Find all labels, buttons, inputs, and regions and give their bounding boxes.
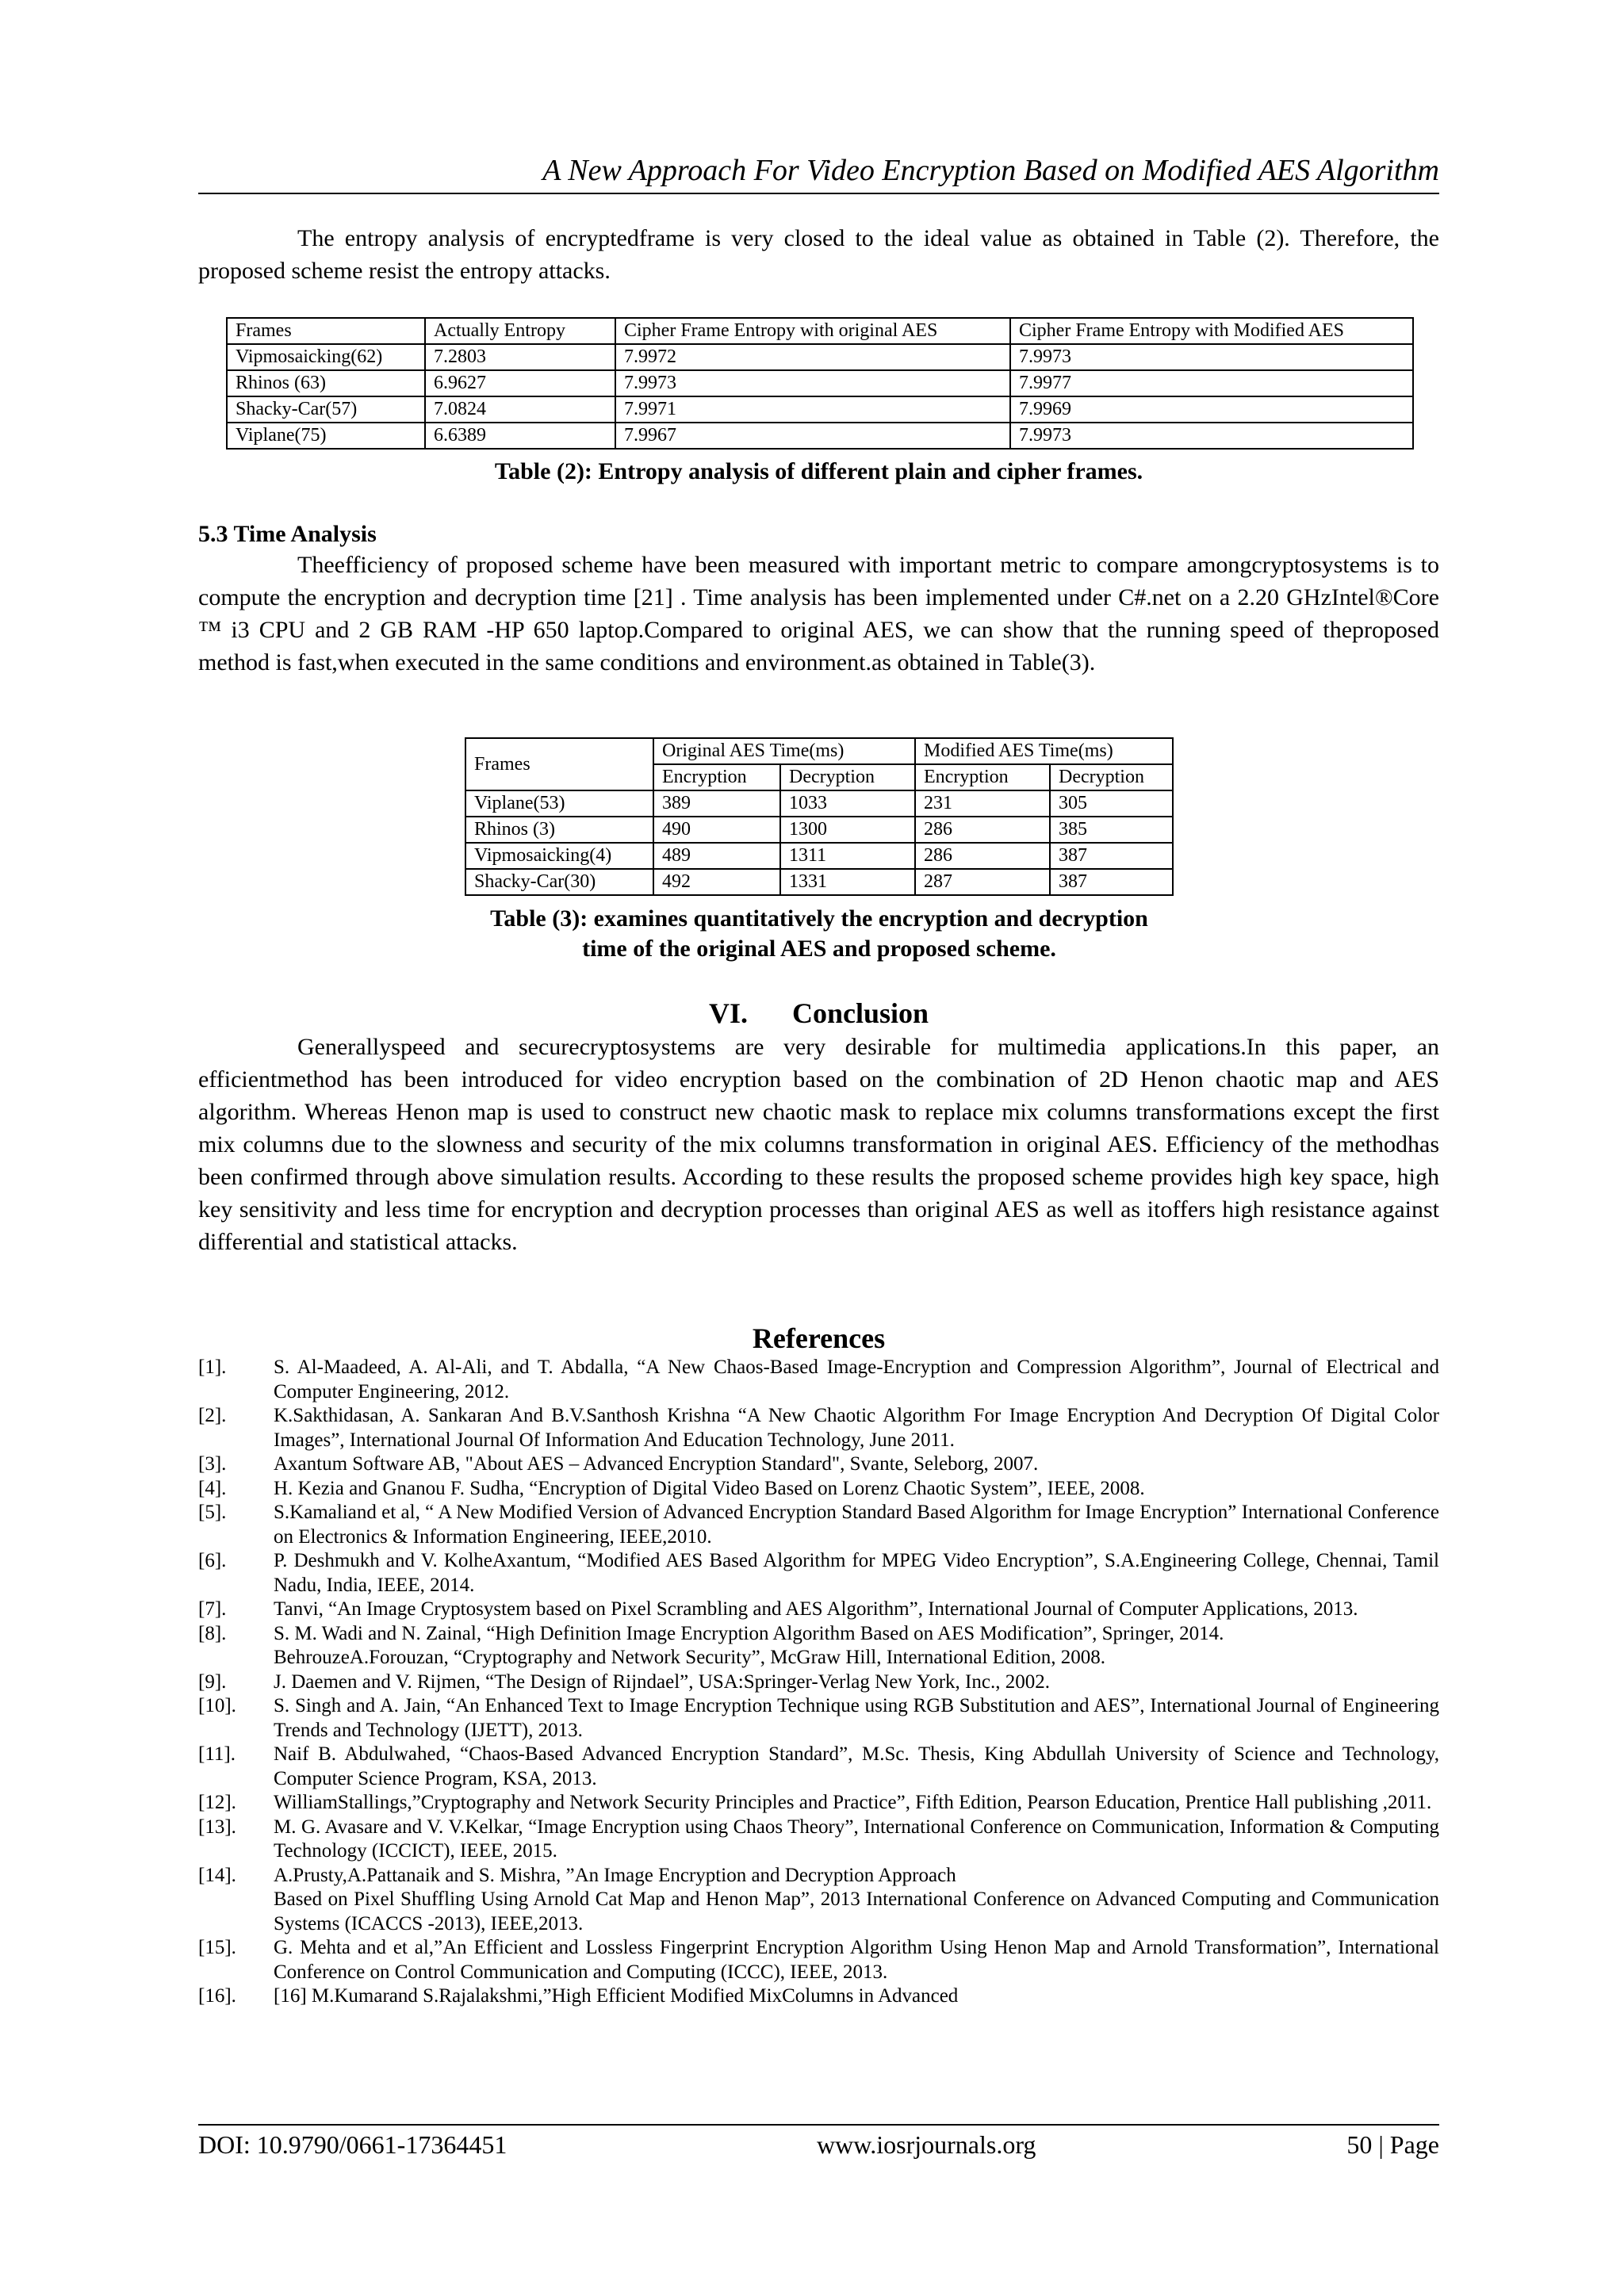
table-cell: 7.9973: [615, 370, 1010, 396]
reference-text: BehrouzeA.Forouzan, “Cryptography and Network Security”, McGraw Hill, International Edition, 2008.: [274, 1647, 1106, 1668]
table-header-cell: Cipher Frame Entropy with original AES: [615, 318, 1010, 344]
reference-number: [7].: [198, 1598, 227, 1620]
conclusion-paragraph: [198, 1031, 1439, 1258]
table-row: [465, 817, 1173, 843]
table-cell: 286: [915, 817, 1050, 843]
table-cell: 7.9972: [615, 344, 1010, 370]
reference-text: K.Sakthidasan, A. Sankaran And B.V.Santhosh Krishna “A New Chaotic Algorithm For Image Encryption And Decryption Of Digital Color Images”, International Journal Of Information And Education Technology, June 2011.: [274, 1405, 1439, 1451]
reference-number: [10].: [198, 1695, 236, 1716]
reference-number: [198, 1888, 274, 1936]
reference-item: [198, 1404, 1439, 1452]
reference-item: [198, 1501, 1439, 1549]
reference-number: [198, 1646, 274, 1670]
reference-text: [16] M.Kumarand S.Rajalakshmi,”High Efficient Modified MixColumns in Advanced: [274, 1985, 959, 2007]
section-numeral: VI.: [708, 997, 748, 1029]
reference-item: [198, 1984, 1439, 2009]
reference-item: [198, 1694, 1439, 1743]
table-cell: 385: [1050, 817, 1173, 843]
table-row: [227, 423, 1413, 449]
table2-caption: Table (2): Entropy analysis of different plain and cipher frames.: [494, 458, 1143, 484]
table-cell: 1033: [780, 790, 915, 817]
table3-caption: [357, 904, 1281, 964]
table-cell: 389: [653, 790, 780, 817]
conclusion-paragraph-text: Generallyspeed and securecryptosystems are very desirable for multimedia applications.In this paper, an efficientmethod has been introduced for video encryption based on the combination of 2D Henon chaotic map and AES algorithm. Whereas Henon map is used to construct new chaotic mask to replace mix columns transformations except the first mix columns due to the slowness and security of the mix columns transformation in original AES. Efficiency of the methodhas been confirmed through above simulation results. According to these results the proposed scheme provides high key space, high key sensitivity and less time for encryption and decryption processes than original AES as well as itoffers high resistance against differential and statistical attacks.: [198, 1034, 1439, 1255]
reference-item: [198, 1864, 1439, 1888]
table-header-row: [465, 738, 1173, 764]
reference-number: [15].: [198, 1937, 236, 1958]
table-cell: 287: [915, 869, 1050, 895]
table-cell: 7.9967: [615, 423, 1010, 449]
reference-text: Tanvi, “An Image Cryptosystem based on Pixel Scrambling and AES Algorithm”, International Journal of Computer Applications, 2013.: [274, 1598, 1358, 1620]
reference-number: [2].: [198, 1405, 227, 1426]
reference-text: A.Prusty,A.Pattanaik and S. Mishra, ”An Image Encryption and Decryption Approach: [274, 1864, 956, 1886]
table-cell: 7.2803: [425, 344, 615, 370]
reference-number: [13].: [198, 1816, 236, 1838]
table-cell: 1300: [780, 817, 915, 843]
reference-number: [8].: [198, 1622, 227, 1644]
table-row: [227, 344, 1413, 370]
section-5-3-heading: 5.3 Time Analysis: [198, 521, 377, 547]
table-cell: 7.9971: [615, 396, 1010, 423]
reference-item: [198, 1622, 1439, 1647]
reference-item: [198, 1356, 1439, 1404]
table-cell: 7.9973: [1010, 423, 1413, 449]
reference-text: S. Singh and A. Jain, “An Enhanced Text to Image Encryption Technique using RGB Substitution and AES”, International Journal of Engineering Trends and Technology (IJETT), 2013.: [274, 1695, 1439, 1741]
table3-caption-line-1: Table (3): examines quantitatively the encryption and decryption: [490, 905, 1148, 932]
section-title: Conclusion: [791, 997, 929, 1029]
table-header-cell: Actually Entropy: [425, 318, 615, 344]
table-cell: 6.9627: [425, 370, 615, 396]
table-cell: Rhinos (3): [465, 817, 653, 843]
footer-website: www.iosrjournals.org: [817, 2130, 1036, 2159]
table-cell: 6.6389: [425, 423, 615, 449]
reference-item: [198, 1816, 1439, 1864]
reference-text: WilliamStallings,”Cryptography and Network Security Principles and Practice”, Fifth Edition, Pearson Education, Prentice Hall publishing ,2011.: [274, 1792, 1432, 1813]
header-rule: [198, 193, 1439, 194]
reference-item: [198, 1549, 1439, 1598]
reference-item: [198, 1936, 1439, 1984]
table-row: [227, 396, 1413, 423]
table-header-cell: Cipher Frame Entropy with Modified AES: [1010, 318, 1413, 344]
table-cell: Vipmosaicking(4): [465, 843, 653, 869]
table-header-cell: Encryption: [653, 764, 780, 790]
table-header-cell: Frames: [227, 318, 425, 344]
entropy-paragraph-text: The entropy analysis of encryptedframe is very closed to the ideal value as obtained in Table (2). Therefore, the proposed scheme resist the entropy attacks.: [198, 225, 1439, 284]
table-cell: Shacky-Car(57): [227, 396, 425, 423]
table-cell: Viplane(75): [227, 423, 425, 449]
footer-rule: [198, 2124, 1439, 2126]
table-cell: Shacky-Car(30): [465, 869, 653, 895]
reference-item: [198, 1791, 1439, 1816]
reference-number: [9].: [198, 1670, 227, 1693]
reference-text: Based on Pixel Shuffling Using Arnold Cat Map and Henon Map”, 2013 International Conference on Advanced Computing and Communication Systems (ICACCS -2013), IEEE,2013.: [274, 1888, 1439, 1934]
reference-number: [16].: [198, 1985, 236, 2007]
reference-text: S.Kamaliand et al, “ A New Modified Version of Advanced Encryption Standard Based Algorithm for Image Encryption” International Conference on Electronics & Information Engineering, IEEE,2010.: [274, 1502, 1439, 1548]
reference-item: [198, 1670, 1439, 1695]
reference-text: J. Daemen and V. Rijmen, “The Design of Rijndael”, USA:Springer-Verlag New York, Inc., 2002.: [274, 1670, 1050, 1693]
reference-number: [6].: [198, 1550, 227, 1571]
references-heading: References: [752, 1322, 886, 1354]
reference-number: [11].: [198, 1743, 236, 1765]
table-cell: 7.9977: [1010, 370, 1413, 396]
reference-number: [3].: [198, 1453, 227, 1475]
reference-text: H. Kezia and Gnanou F. Sudha, “Encryption of Digital Video Based on Lorenz Chaotic System”, IEEE, 2008.: [274, 1477, 1145, 1499]
reference-text: Naif B. Abdulwahed, “Chaos-Based Advanced Encryption Standard”, M.Sc. Thesis, King Abdullah University of Science and Technology, Computer Science Program, KSA, 2013.: [274, 1743, 1439, 1789]
table-row: [465, 869, 1173, 895]
running-title: A New Approach For Video Encryption Based on Modified AES Algorithm: [542, 154, 1439, 187]
footer-doi: DOI: 10.9790/0661-17364451: [198, 2130, 508, 2159]
footer-page-number: 50 | Page: [1346, 2130, 1439, 2159]
table-cell: 489: [653, 843, 780, 869]
table-cell: 7.9969: [1010, 396, 1413, 423]
table-cell: 387: [1050, 869, 1173, 895]
reference-text: M. G. Avasare and V. V.Kelkar, “Image Encryption using Chaos Theory”, International Conference on Communication, Information & Computing Technology (ICCICT), IEEE, 2015.: [274, 1816, 1439, 1862]
table-row: [465, 843, 1173, 869]
table-header-cell: Decryption: [1050, 764, 1173, 790]
entropy-table: [226, 317, 1414, 450]
table-header-row: [227, 318, 1413, 344]
table-cell: 7.9973: [1010, 344, 1413, 370]
time-analysis-paragraph-text: Theefficiency of proposed scheme have been measured with important metric to compare amongcryptosystems is to compute the encryption and decryption time [21] . Time analysis has been implemented under C#.net on a 2.20 GHzIntel®Core ™ i3 CPU and 2 GB RAM -HP 650 laptop.Compared to original AES, we can show that the running speed of theproposed method is fast,when executed in the same conditions and environment.as obtained in Table(3).: [198, 552, 1439, 675]
table-cell: 7.0824: [425, 396, 615, 423]
reference-number: [4].: [198, 1477, 227, 1499]
table-header-cell: Decryption: [780, 764, 915, 790]
table-cell: Rhinos (63): [227, 370, 425, 396]
reference-item: [198, 1477, 1439, 1502]
reference-text: G. Mehta and et al,”An Efficient and Lossless Fingerprint Encryption Algorithm Using Henon Map and Arnold Transformation”, International Conference on Control Communication and Computing (ICCC), IEEE, 2013.: [274, 1937, 1439, 1983]
reference-number: [14].: [198, 1864, 236, 1886]
timing-table: [465, 737, 1174, 896]
conclusion-heading: [198, 996, 1439, 1031]
reference-item: [198, 1452, 1439, 1477]
reference-item: [198, 1646, 1439, 1670]
table-header-cell: Frames: [465, 738, 653, 790]
time-analysis-paragraph: [198, 549, 1439, 679]
reference-text: S. M. Wadi and N. Zainal, “High Definition Image Encryption Algorithm Based on AES Modification”, Springer, 2014.: [274, 1622, 1224, 1644]
table-cell: 1311: [780, 843, 915, 869]
table3-caption-line-2: time of the original AES and proposed scheme.: [582, 936, 1056, 962]
table-row: [465, 790, 1173, 817]
table-cell: 286: [915, 843, 1050, 869]
reference-text: P. Deshmukh and V. KolheAxantum, “Modified AES Based Algorithm for MPEG Video Encryption”, S.A.Engineering College, Chennai, Tamil Nadu, India, IEEE, 2014.: [274, 1550, 1439, 1596]
table-cell: 490: [653, 817, 780, 843]
reference-number: [5].: [198, 1502, 227, 1523]
table-cell: Vipmosaicking(62): [227, 344, 425, 370]
reference-number: [12].: [198, 1792, 236, 1813]
reference-item: [198, 1743, 1439, 1791]
reference-item: [198, 1888, 1439, 1936]
table-cell: 492: [653, 869, 780, 895]
table-cell: 1331: [780, 869, 915, 895]
table-cell: Viplane(53): [465, 790, 653, 817]
reference-list: [198, 1356, 1439, 2009]
entropy-paragraph: [198, 222, 1439, 287]
reference-item: [198, 1598, 1439, 1622]
table-header-cell: Encryption: [915, 764, 1050, 790]
reference-text: Axantum Software AB, "About AES – Advanced Encryption Standard", Svante, Seleborg, 2007.: [274, 1453, 1039, 1475]
table-group-header: Original AES Time(ms): [653, 738, 915, 764]
table-row: [227, 370, 1413, 396]
reference-text: S. Al-Maadeed, A. Al-Ali, and T. Abdalla, “A New Chaos-Based Image-Encryption and Compression Algorithm”, Journal of Electrical and Computer Engineering, 2012.: [274, 1357, 1439, 1402]
table-cell: 231: [915, 790, 1050, 817]
table-cell: 387: [1050, 843, 1173, 869]
table-cell: 305: [1050, 790, 1173, 817]
table-group-header: Modified AES Time(ms): [915, 738, 1173, 764]
reference-number: [1].: [198, 1357, 227, 1378]
